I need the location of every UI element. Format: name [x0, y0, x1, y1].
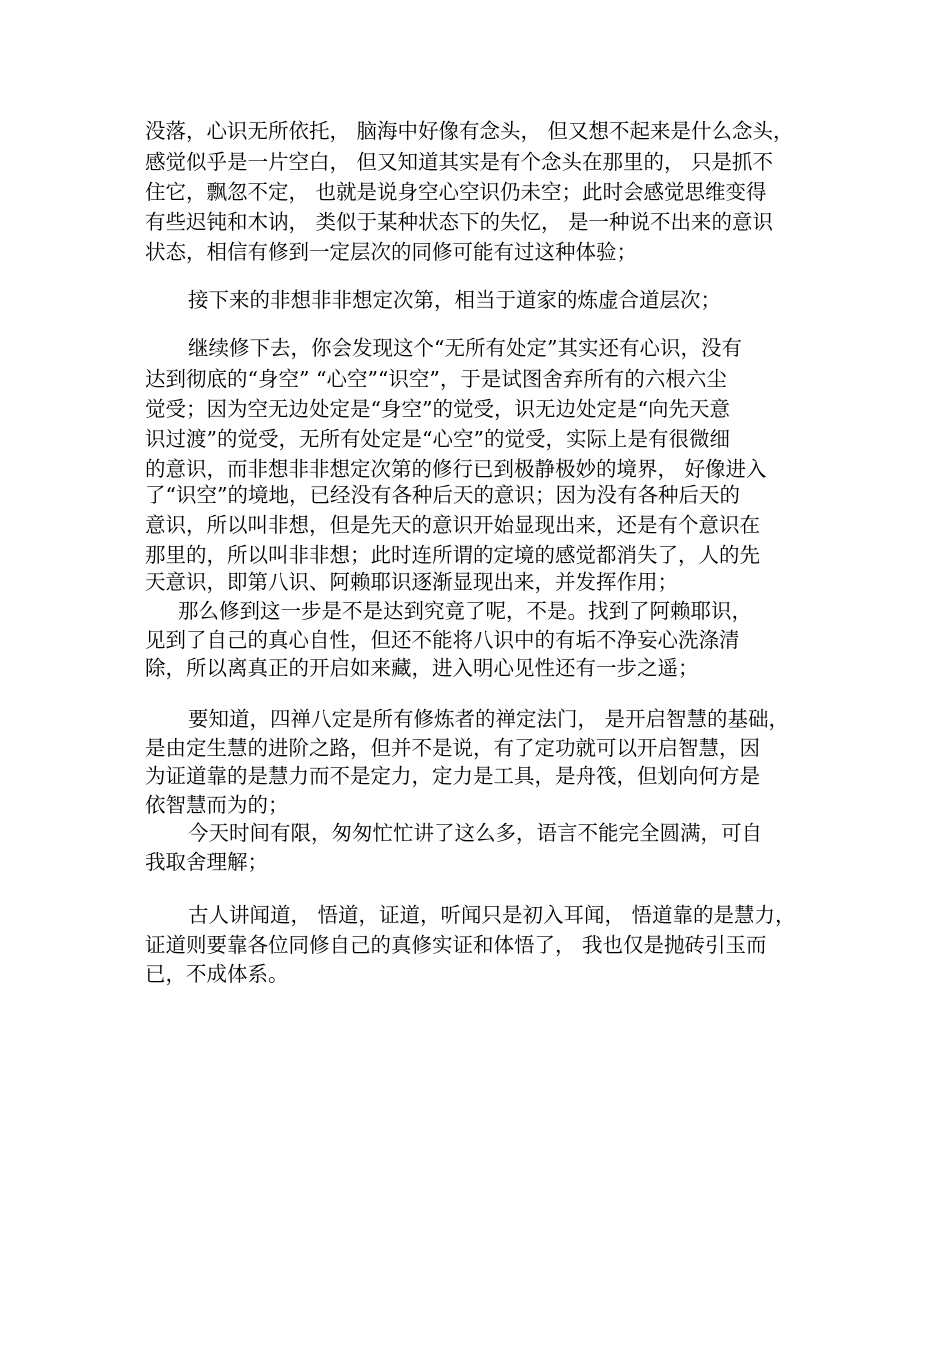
text-line: 见到了自己的真心自性，但还不能将八识中的有垢不净妄心洗涤清: [145, 628, 740, 652]
text-line: 有些迟钝和木讷， 类似于某种状态下的失忆， 是一种说不出来的意识: [145, 210, 774, 234]
text-line: 状态，相信有修到一定层次的同修可能有过这种体验；: [145, 240, 637, 264]
text-line: 要知道，四禅八定是所有修炼者的禅定法门， 是开启智慧的基础，: [188, 707, 790, 731]
text-line: 住它，飘忽不定， 也就是说身空心空识仍未空；此时会感觉思维变得: [145, 180, 767, 204]
text-line: 依智慧而为的；: [145, 793, 289, 817]
text-line: 识过渡”的觉受，无所有处定是“心空”的觉受，实际上是有很微细: [145, 427, 730, 451]
text-line: 那么修到这一步是不是达到究竟了呢，不是。找到了阿赖耶识，: [178, 599, 752, 623]
text-line: 那里的，所以叫非非想；此时连所谓的定境的感觉都消失了，人的先: [145, 543, 760, 567]
text-line: 接下来的非想非非想定次第，相当于道家的炼虚合道层次；: [188, 288, 721, 312]
text-line: 证道则要靠各位同修自己的真修实证和体悟了， 我也仅是抛砖引玉而: [145, 933, 767, 957]
text-line: 的意识，而非想非非想定次第的修行已到极静极妙的境界， 好像进入: [145, 457, 767, 481]
text-line: 继续修下去，你会发现这个“无所有处定”其实还有心识，没有: [188, 336, 742, 360]
text-line: 了“识空”的境地，已经没有各种后天的意识；因为没有各种后天的: [145, 483, 740, 507]
text-line: 达到彻底的“身空” “心空”“识空”，于是试图舍弃所有的六根六尘: [145, 367, 727, 391]
text-line: 我取舍理解；: [145, 850, 268, 874]
text-line: 古人讲闻道， 悟道，证道，听闻只是初入耳闻， 悟道靠的是慧力，: [188, 903, 796, 927]
text-line: 为证道靠的是慧力而不是定力，定力是工具，是舟筏，但划向何方是: [145, 764, 760, 788]
text-line: 感觉似乎是一片空白， 但又知道其实是有个念头在那里的， 只是抓不: [145, 150, 774, 174]
text-line: 意识，所以叫非想，但是先天的意识开始显现出来，还是有个意识在: [145, 513, 760, 537]
text-line: 已，不成体系。: [145, 962, 289, 986]
text-line: 天意识，即第八识、阿赖耶识逐渐显现出来，并发挥作用；: [145, 570, 678, 594]
text-line: 除，所以离真正的开启如来藏，进入明心见性还有一步之遥；: [145, 656, 699, 680]
text-line: 今天时间有限，匆匆忙忙讲了这么多，语言不能完全圆满，可自: [188, 821, 762, 845]
text-line: 没落，心识无所依托， 脑海中好像有念头， 但又想不起来是什么念头，: [145, 119, 794, 143]
text-line: 是由定生慧的进阶之路，但并不是说，有了定功就可以开启智慧，因: [145, 736, 760, 760]
text-line: 觉受；因为空无边处定是“身空”的觉受，识无边处定是“向先天意: [145, 397, 730, 421]
